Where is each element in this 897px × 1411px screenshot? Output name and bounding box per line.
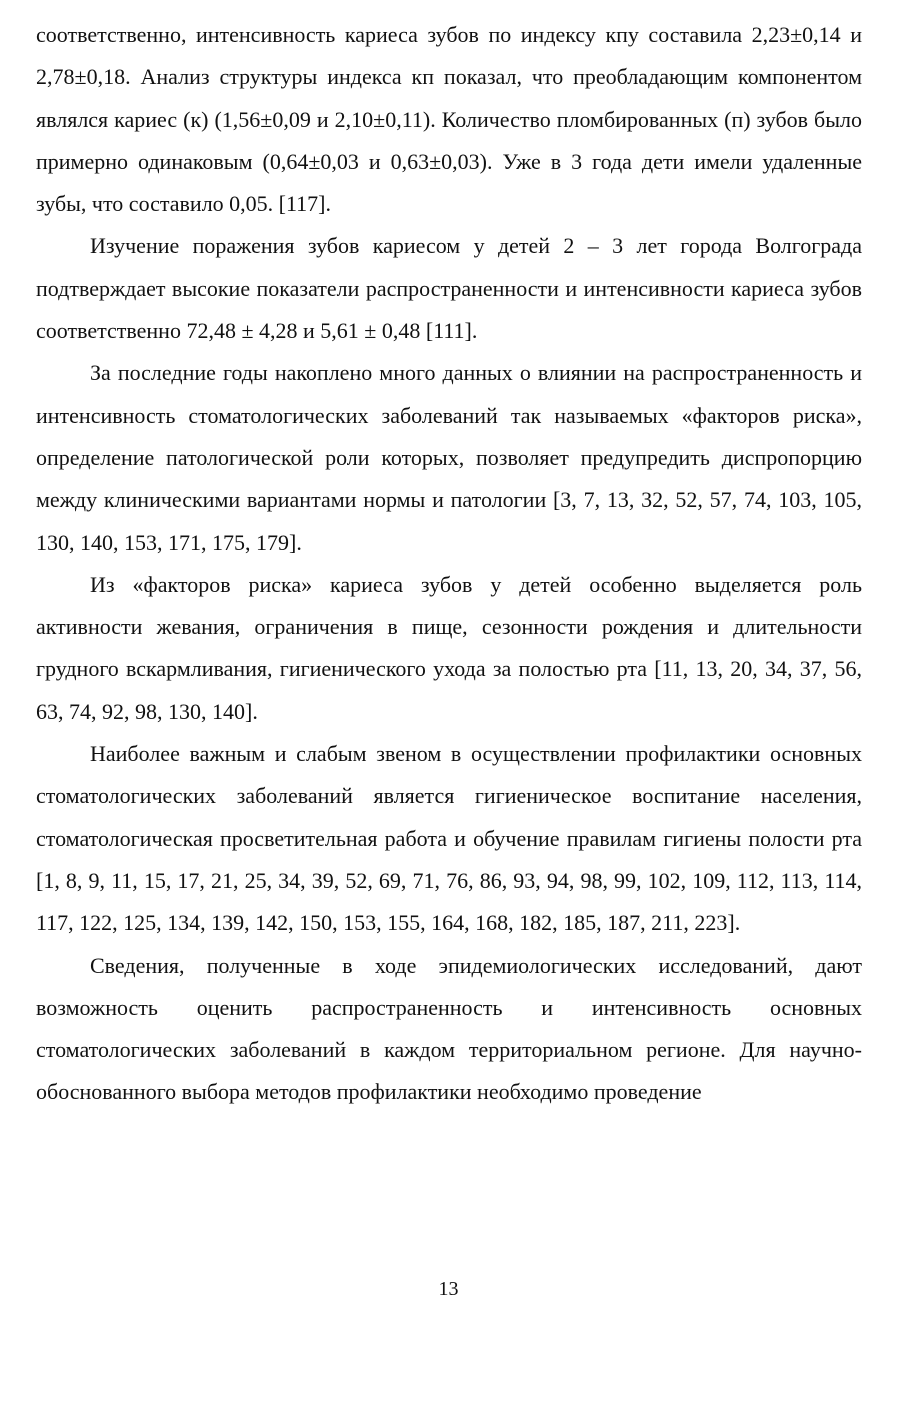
paragraph-risk-factors: За последние годы накоплено много данных о влиянии на распространенность и интенсивность стоматологических заболеваний так называемых «факторов риска», определение патологической роли которых, позволяет предупредить диспропорцию между клиническими вариантами нормы и патологии [3, 7, 13, 32, 52, 57, 74, 103, 105, 130, 140, 153, 171, 175, 179]. [36,360,862,555]
page-number: 13 [438,1278,459,1300]
paragraph-volgograd-study: Изучение поражения зубов кариесом у детей 2 – 3 лет города Волгограда подтверждает высокие показатели распространенности и интенсивности кариеса зубов соответственно 72,48 ± 4,28 и 5,61 ± 0,48 [111]. [36,233,862,344]
document-body [36,14,862,1114]
paragraph-hygiene-education: Наиболее важным и слабым звеном в осуществлении профилактики основных стоматологических заболеваний является гигиеническое воспитание населения, стоматологическая просветительная работа и обучение правилам гигиены полости рта [1, 8, 9, 11, 15, 17, 21, 25, 34, 39, 52, 69, 71, 76, 86, 93, 94, 98, 99, 102, 109, 112, 113, 114, 117, 122, 125, 134, 139, 142, 150, 153, 155, 164, 168, 182, 185, 187, 211, 223]. [36,741,862,936]
paragraph-continuation: соответственно, интенсивность кариеса зубов по индексу кпу составила 2,23±0,14 и 2,78±0,18. Анализ структуры индекса кп показал, что преобладающим компонентом являлся кариес (к) (1,56±0,09 и 2,10±0,11). Количество пломбированных (п) зубов было примерно одинаковым (0,64±0,03 и 0,63±0,03). Уже в 3 года дети имели удаленные зубы, что составило 0,05. [117]. [36,22,862,217]
paragraph-caries-risk-factors: Из «факторов риска» кариеса зубов у детей особенно выделяется роль активности жевания, ограничения в пище, сезонности рождения и длительности грудного вскармливания, гигиенического ухода за полостью рта [11, 13, 20, 34, 37, 56, 63, 74, 92, 98, 130, 140]. [36,571,862,724]
paragraph-epidemiological-data: Сведения, полученные в ходе эпидемиологических исследований, дают возможность оценить распространенность и интенсивность основных стоматологических заболеваний в каждом территориальном регионе. Для научно-обоснованного выбора методов профилактики необходимо проведение [36,952,862,1105]
